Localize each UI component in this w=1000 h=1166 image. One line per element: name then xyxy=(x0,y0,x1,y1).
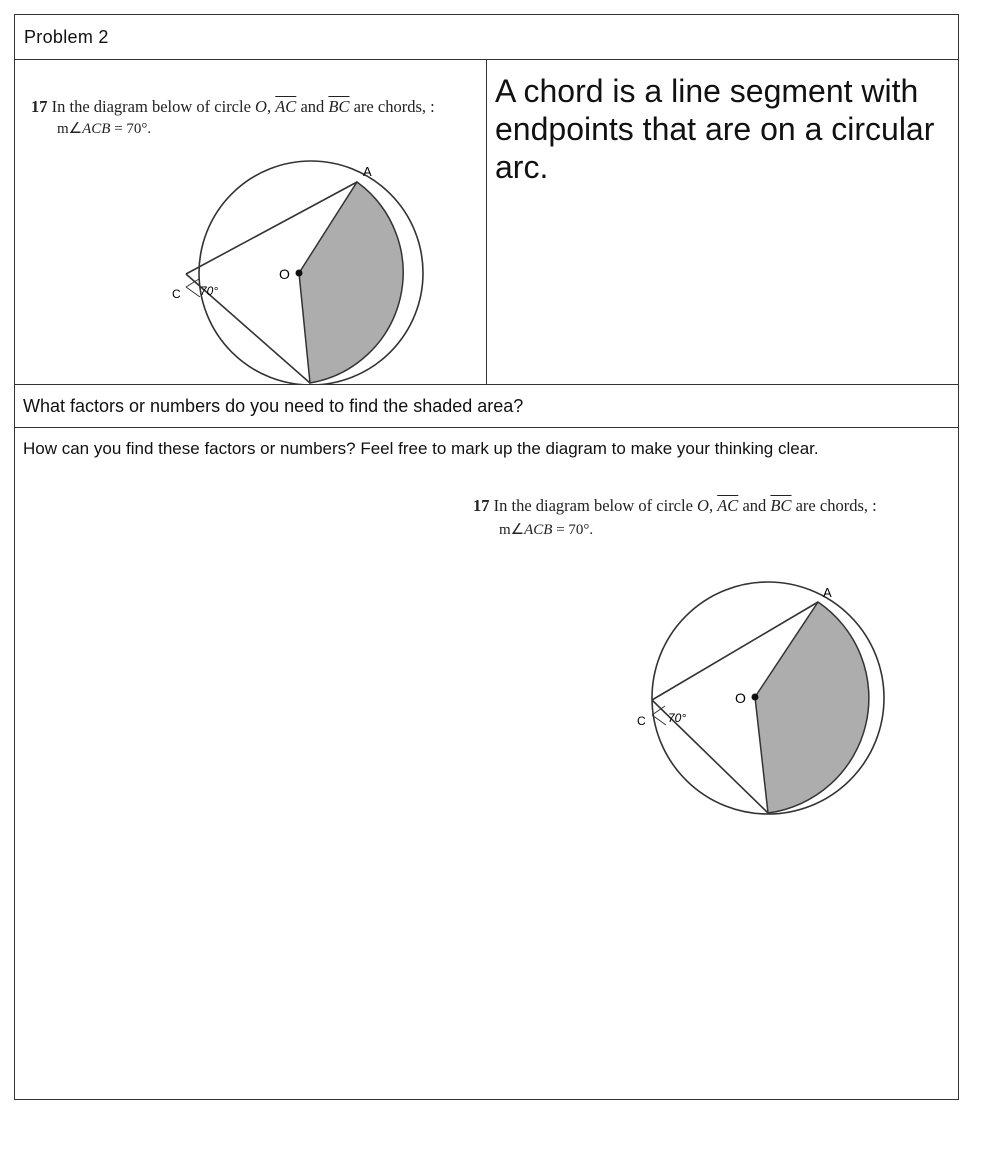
and-word-copy: and xyxy=(742,496,767,515)
circle-diagram xyxy=(165,145,465,384)
question2-row xyxy=(15,428,958,1099)
question1-row xyxy=(15,385,958,428)
label-c-copy: C xyxy=(637,714,646,728)
problem-statement-copy xyxy=(473,496,877,516)
angle-name-copy: ACB xyxy=(524,522,553,538)
problem-cell xyxy=(15,60,487,384)
center-point-copy xyxy=(752,694,759,701)
label-a: A xyxy=(363,164,372,179)
angle-mark-bottom xyxy=(186,287,200,297)
angle-name: ACB xyxy=(82,121,111,137)
problem-text-before-copy: In the diagram below of circle xyxy=(493,496,693,515)
chord-bc-copy: $\overline{BC}$ xyxy=(770,496,792,515)
angle-label-copy: 70° xyxy=(668,711,687,725)
circle-name-copy: O, xyxy=(697,496,714,515)
problem-number-copy: 17 xyxy=(473,496,490,515)
page-title: Problem 2 xyxy=(24,27,109,47)
problem-statement xyxy=(31,97,435,117)
definition-cell xyxy=(487,60,958,384)
label-a-copy: A xyxy=(823,585,832,600)
shaded-sector-copy xyxy=(755,602,869,813)
problem-text-after: are chords, : xyxy=(353,97,435,116)
label-o: O xyxy=(279,266,290,282)
title-row xyxy=(15,15,958,60)
chord-bc: $\overline{BC}$ xyxy=(328,97,350,116)
chord-ac: $\overline{AC}$ xyxy=(275,97,297,116)
angle-value-copy: = 70°. xyxy=(552,522,594,538)
center-point xyxy=(296,270,303,277)
question-factors: What factors or numbers do you need to find the shaded area? xyxy=(23,396,524,416)
circle-name: O, xyxy=(255,97,272,116)
angle-label: 70° xyxy=(200,284,219,298)
worksheet xyxy=(14,14,959,1100)
problem-text-after-copy: are chords, : xyxy=(795,496,877,515)
angle-measure-copy xyxy=(499,520,593,539)
label-c: C xyxy=(172,287,181,301)
problem-number: 17 xyxy=(31,97,48,116)
label-o-copy: O xyxy=(735,690,746,706)
problem-text-before: In the diagram below of circle xyxy=(51,97,251,116)
angle-value: = 70°. xyxy=(110,121,152,137)
angle-measure xyxy=(57,119,151,138)
question-how: How can you find these factors or numbers? Feel free to mark up the diagram to make your thinking clear. xyxy=(23,439,819,458)
angle-prefix: m∠ xyxy=(57,121,83,137)
chord-definition: A chord is a line segment with endpoints that are on a circular arc. xyxy=(495,73,935,185)
and-word: and xyxy=(300,97,325,116)
circle-diagram-copy xyxy=(615,563,915,823)
problem-row xyxy=(15,60,958,385)
angle-prefix-copy: m∠ xyxy=(499,522,525,538)
shaded-sector xyxy=(299,182,403,383)
chord-ac-copy: $\overline{AC}$ xyxy=(717,496,739,515)
